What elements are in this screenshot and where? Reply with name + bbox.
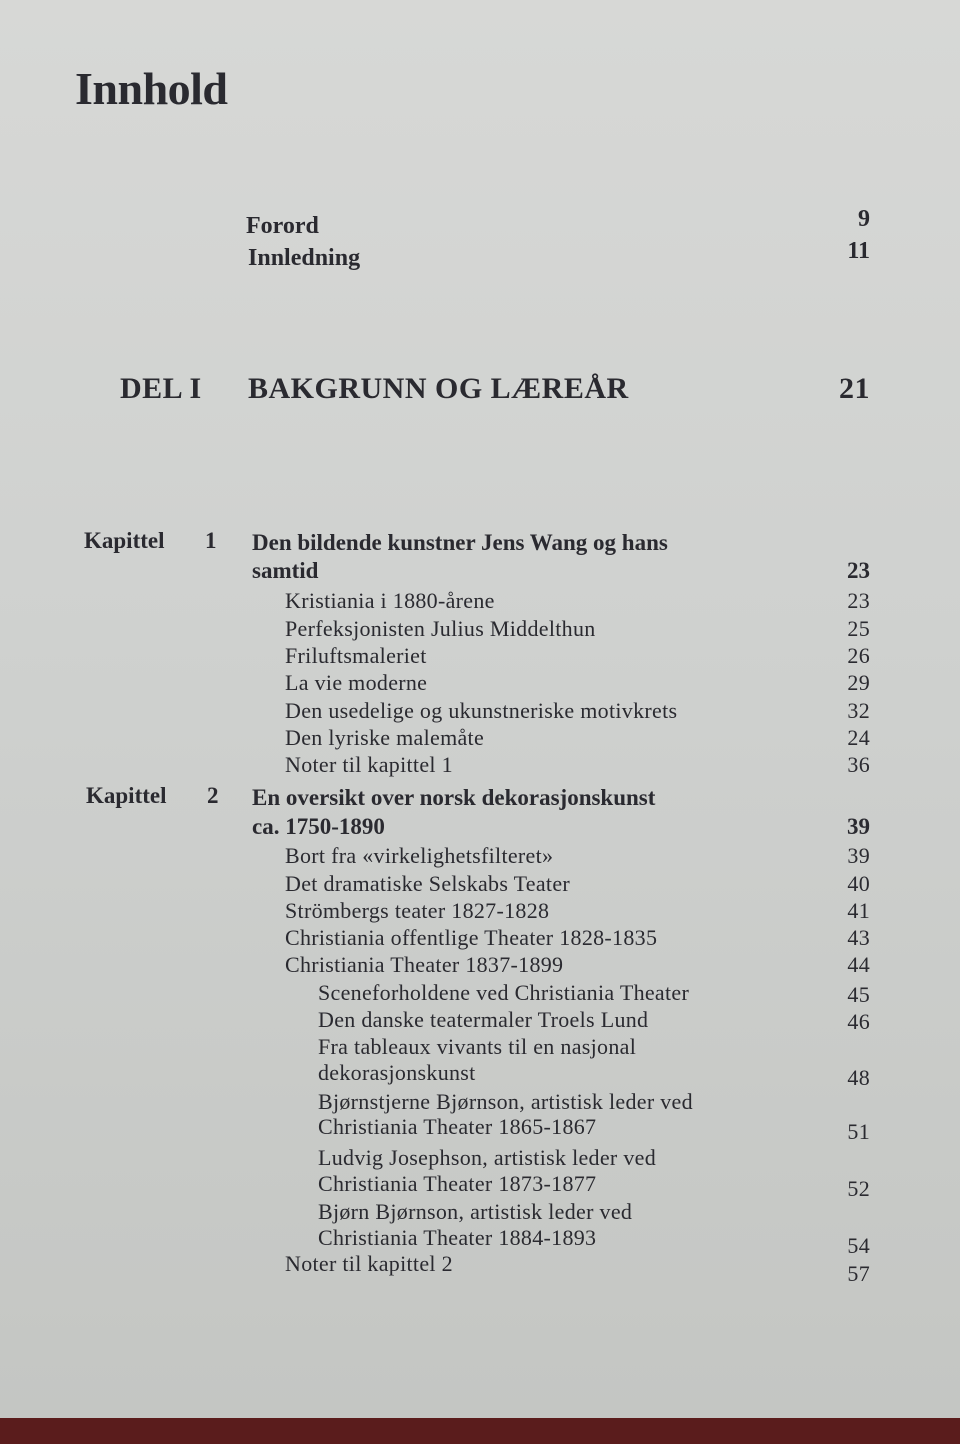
toc-entry: Den lyriske malemåte	[285, 725, 485, 750]
toc-page: 41	[847, 898, 870, 923]
toc-subentry: Bjørnstjerne Bjørnson, artistisk leder ved	[318, 1089, 693, 1114]
toc-entry: Kristiania i 1880-årene	[285, 588, 495, 613]
toc-page: 51	[847, 1119, 870, 1144]
chapter-page: 39	[847, 814, 870, 839]
toc-subentry: Christiania Theater 1865-1867	[318, 1114, 597, 1139]
toc-subentry: Christiania Theater 1884-1893	[318, 1225, 597, 1250]
part-title: BAKGRUNN OG LÆREÅR	[248, 372, 629, 405]
chapter-title: ca. 1750-1890	[252, 814, 385, 839]
toc-page: 54	[847, 1233, 870, 1258]
chapter-label: Kapittel	[86, 783, 167, 808]
toc-entry: Strömbergs teater 1827-1828	[285, 898, 550, 923]
toc-page: 24	[847, 725, 870, 750]
toc-subentry: Ludvig Josephson, artistisk leder ved	[318, 1145, 656, 1170]
toc-entry: Christiania Theater 1837-1899	[285, 952, 564, 977]
chapter-title: En oversikt over norsk dekorasjonskunst	[252, 785, 656, 810]
toc-page-innledning: 11	[847, 238, 870, 264]
toc-entry: Det dramatiske Selskabs Teater	[285, 871, 571, 896]
chapter-title: Den bildende kunstner Jens Wang og hans	[252, 530, 668, 555]
toc-page: 32	[847, 698, 870, 723]
toc-entry-notes: Noter til kapittel 2	[285, 1251, 453, 1276]
toc-subentry: Christiania Theater 1873-1877	[318, 1171, 597, 1196]
toc-entry: Christiania offentlige Theater 1828-1835	[285, 925, 658, 950]
toc-entry: Perfeksjonisten Julius Middelthun	[285, 616, 596, 641]
toc-subentry: dekorasjonskunst	[318, 1060, 476, 1085]
page-title: Innhold	[75, 63, 228, 114]
toc-page: 39	[847, 843, 870, 868]
chapter-label: Kapittel	[84, 528, 165, 553]
toc-entry-forord: Forord	[246, 213, 319, 239]
part-page: 21	[839, 372, 870, 405]
toc-page: 26	[847, 643, 870, 668]
toc-subentry: Den danske teatermaler Troels Lund	[318, 1007, 649, 1032]
toc-page: 25	[847, 616, 870, 641]
toc-page: 40	[847, 871, 870, 896]
toc-page: 52	[847, 1176, 870, 1201]
chapter-title: samtid	[252, 558, 319, 583]
toc-page: 45	[847, 982, 870, 1007]
toc-subentry: Fra tableaux vivants til en nasjonal	[318, 1034, 637, 1059]
chapter-number: 1	[205, 528, 217, 553]
toc-entry: Bort fra «virkelighetsfilteret»	[285, 843, 554, 868]
part-label: DEL I	[120, 372, 202, 405]
toc-page: 36	[847, 752, 870, 777]
toc-page: 44	[847, 952, 870, 977]
toc-page: 23	[847, 588, 870, 613]
toc-page: 48	[847, 1065, 870, 1090]
toc-page: 57	[847, 1261, 870, 1286]
toc-entry: Den usedelige og ukunstneriske motivkrets	[285, 698, 678, 723]
toc-page: 46	[847, 1009, 870, 1034]
toc-page-forord: 9	[858, 206, 870, 232]
toc-entry-notes: Noter til kapittel 1	[285, 752, 453, 777]
chapter-number: 2	[207, 783, 219, 808]
chapter-page: 23	[847, 558, 870, 583]
toc-entry: La vie moderne	[285, 670, 428, 695]
toc-entry-innledning: Innledning	[248, 245, 361, 271]
toc-subentry: Bjørn Bjørnson, artistisk leder ved	[318, 1199, 633, 1224]
toc-subentry: Sceneforholdene ved Christiania Theater	[318, 980, 690, 1005]
toc-page: 29	[847, 670, 870, 695]
toc-entry: Friluftsmaleriet	[285, 643, 427, 668]
toc-page: 43	[847, 925, 870, 950]
